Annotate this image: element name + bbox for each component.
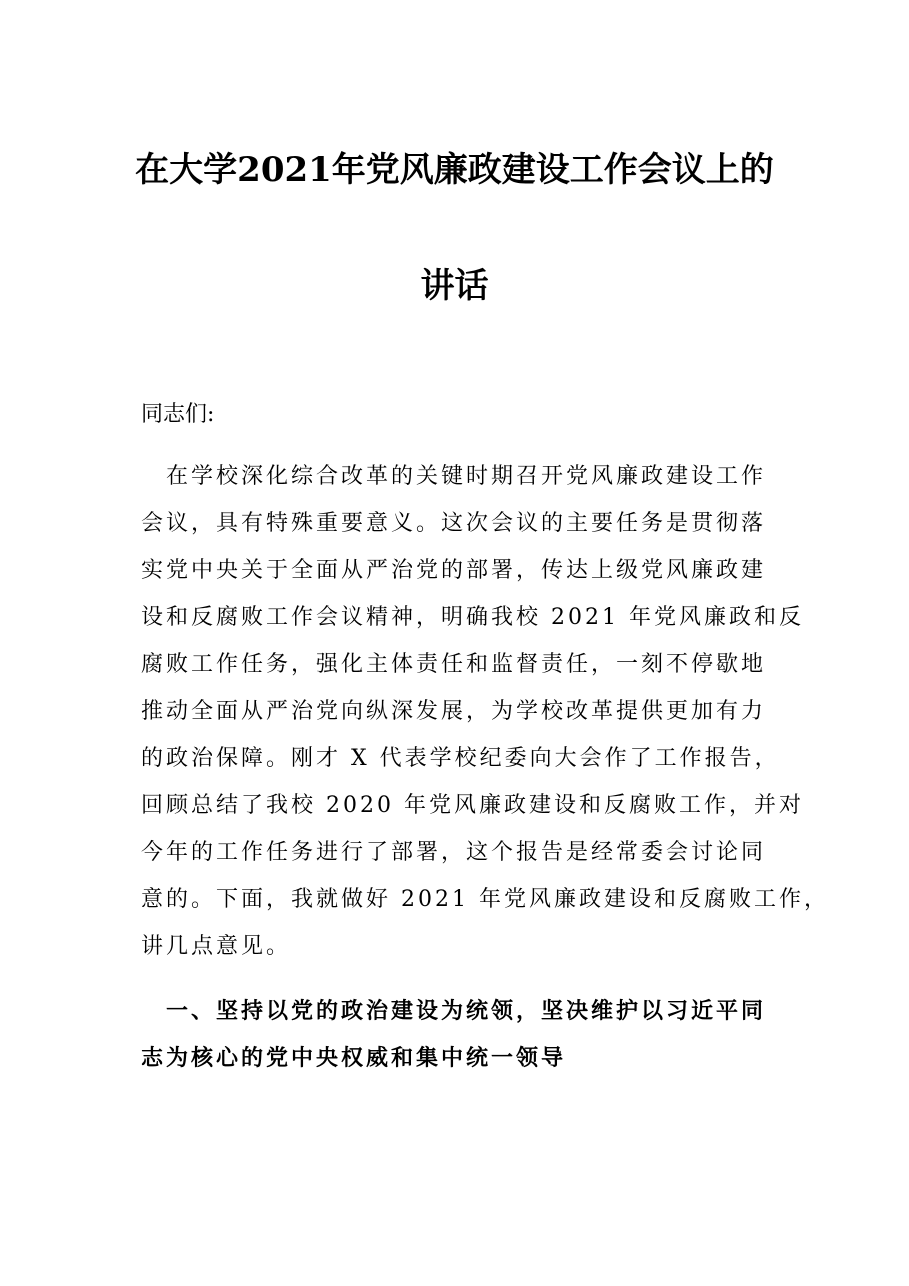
paragraph-line: 意的。下面，我就做好 2021 年党风廉政建设和反腐败工作， [141, 887, 829, 912]
salutation: 同志们: [141, 402, 215, 427]
paragraph-line: 实党中央关于全面从严治党的部署，传达上级党风廉政建 [141, 558, 767, 583]
paragraph-line: 会议，具有特殊重要意义。这次会议的主要任务是贯彻落 [141, 511, 767, 536]
heading-line: 一、坚持以党的政治建设为统领，坚决维护以习近平同 [141, 999, 767, 1024]
document-title-line-2: 讲话 [420, 266, 489, 306]
section-heading-1 [141, 988, 781, 1082]
paragraph-line: 推动全面从严治党向纵深发展，为学校改革提供更加有力 [141, 699, 767, 724]
paragraph-line: 设和反腐败工作会议精神，明确我校 2021 年党风廉政和反 [141, 605, 804, 630]
document-title-line-1: 在大学2021年党风廉政建设工作会议上的 [135, 150, 774, 190]
paragraph-line: 讲几点意见。 [141, 934, 292, 959]
paragraph-line: 回顾总结了我校 2020 年党风廉政建设和反腐败工作，并对 [141, 793, 804, 818]
paragraph-line: 在学校深化综合改革的关键时期召开党风廉政建设工作 [141, 464, 767, 489]
paragraph-1 [141, 453, 829, 970]
paragraph-line: 今年的工作任务进行了部署，这个报告是经常委会讨论同 [141, 840, 767, 865]
paragraph-line: 的政治保障。刚才 X 代表学校纪委向大会作了工作报告， [141, 746, 780, 771]
paragraph-line: 腐败工作任务，强化主体责任和监督责任，一刻不停歇地 [141, 652, 767, 677]
heading-line: 志为核心的党中央权威和集中统一领导 [141, 1046, 567, 1071]
